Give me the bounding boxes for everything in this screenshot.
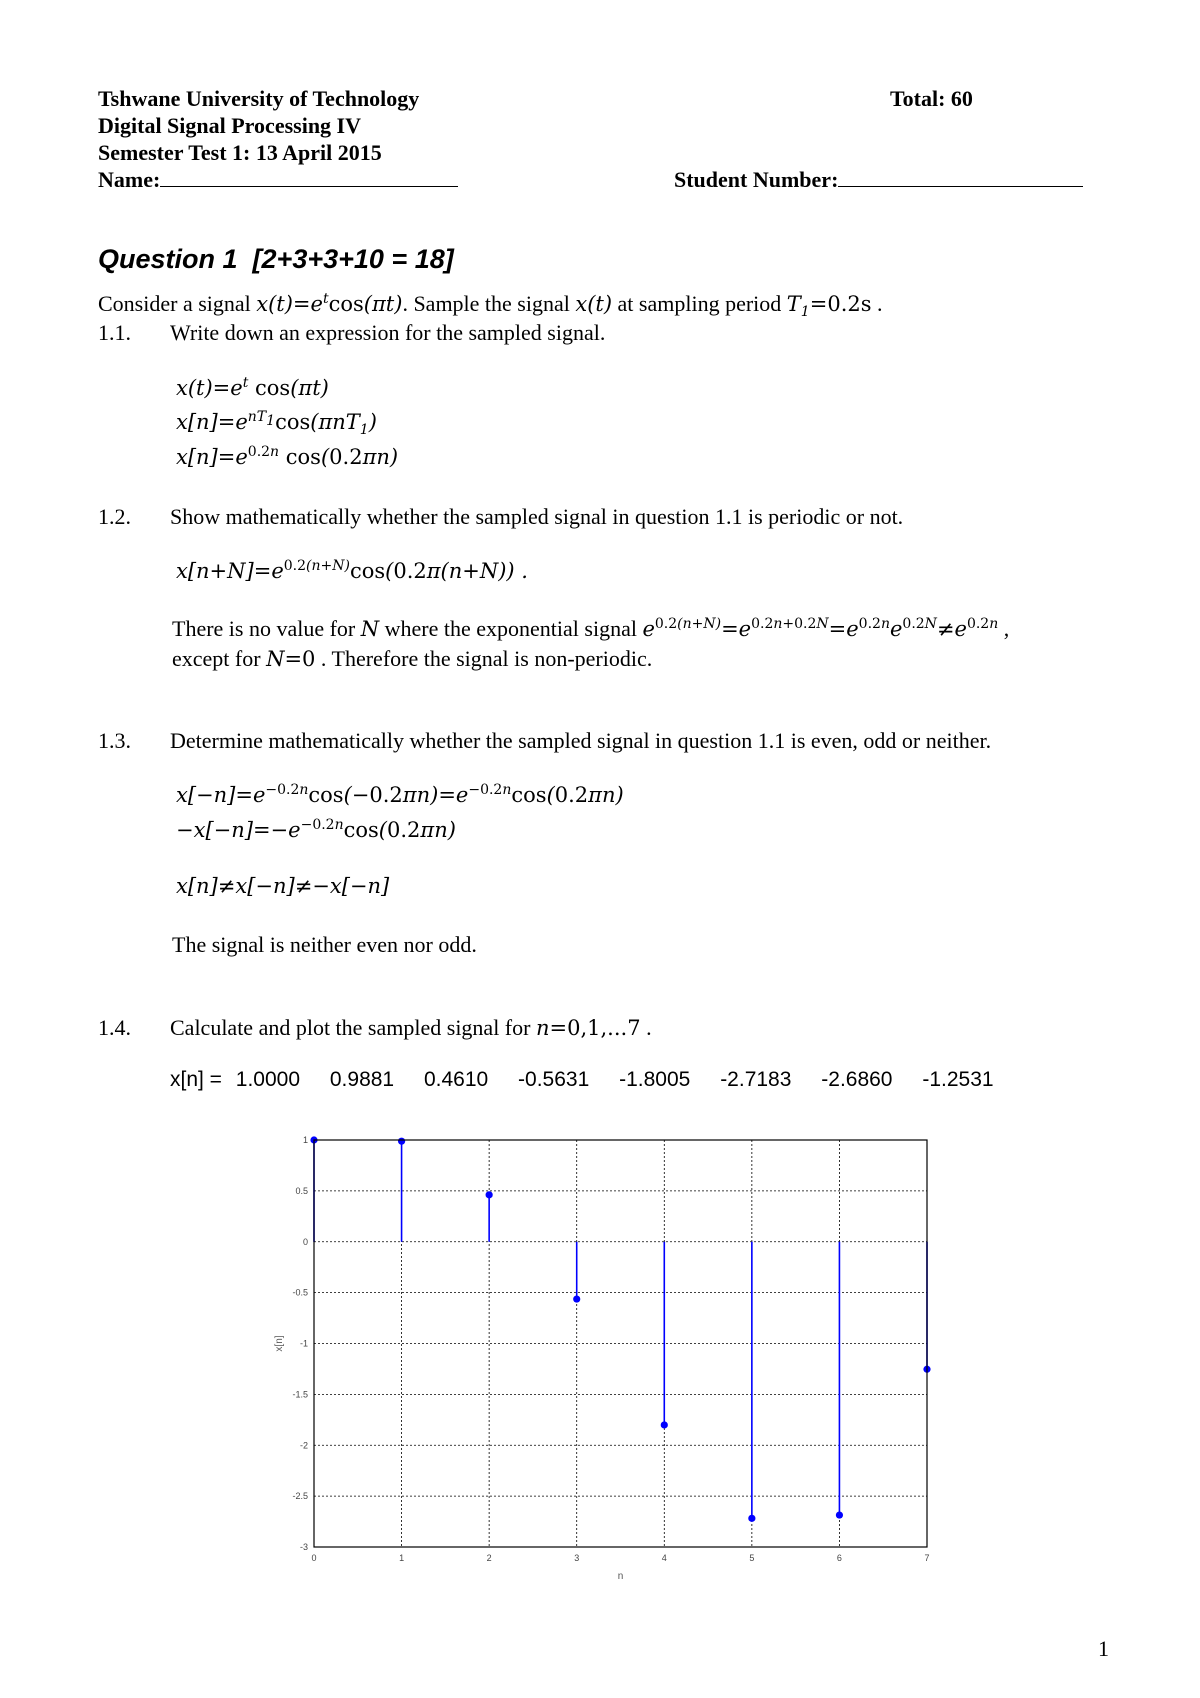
q14-value: -0.5631 — [518, 1068, 590, 1091]
q12-expl-n: N — [360, 617, 380, 641]
q11-text: Write down an expression for the sampled signal. — [170, 320, 606, 345]
q12-eq-1: $x[n+N]=e^{0.2(n+N)}\cos(0.2\pi(n+N))$ . — [176, 558, 528, 583]
intro-text-2: . Sample the signal — [402, 291, 576, 316]
q12-expl-eq: $e^{0.2(n+N)}=e^{0.2n+0.2N}=e^{0.2n}e^{0.2N}\ne e^{0.2n}$ — [642, 616, 999, 641]
name-field — [98, 167, 458, 193]
q13-text: Determine mathematically whether the sampled signal in question 1.1 is even, odd or neither. — [170, 728, 992, 753]
y-axis-label: x[n] — [274, 1335, 285, 1352]
q13-eq-2: $-x[-n]=-e^{-0.2n}\cos(0.2\pi n)$ — [176, 817, 456, 842]
y-tick-label: -1.5 — [292, 1389, 308, 1400]
x-tick-label: 2 — [486, 1553, 492, 1563]
total-marks: Total: 60 — [890, 86, 973, 111]
student-number-blank-line — [838, 168, 1083, 187]
q14-text-pre: Calculate and plot the sampled signal for — [170, 1015, 536, 1040]
stem-marker — [398, 1138, 405, 1145]
y-tick-label: -3 — [299, 1542, 308, 1552]
y-tick-label: -0.5 — [292, 1287, 308, 1298]
stem-marker — [836, 1511, 843, 1518]
q14-text — [170, 1015, 652, 1041]
q11-eq-2: $x[n]=e^{nT_1}\cos(\pi nT_1)$ — [176, 409, 377, 439]
x-tick-label: 4 — [661, 1553, 667, 1563]
q14-text-post: . — [646, 1015, 652, 1040]
stem-marker — [486, 1191, 493, 1198]
q12-text: Show mathematically whether the sampled signal in question 1.1 is periodic or not. — [170, 504, 904, 529]
intro-signal-eq: $x(t)=e^t\cos(\pi t)$ — [256, 291, 403, 316]
q13-eq-1: $x[-n]=e^{-0.2n}\cos(-0.2\pi n)=e^{-0.2n}\cos(0.2\pi n)$ — [176, 782, 624, 807]
question-intro — [98, 291, 883, 321]
q11-number: 1.1. — [98, 320, 131, 345]
student-number-label: Student Number: — [674, 167, 839, 192]
intro-text-4: . — [877, 291, 883, 316]
x-tick-label: 5 — [749, 1553, 755, 1563]
student-number-field — [674, 167, 1083, 193]
y-tick-label: -1 — [299, 1338, 308, 1349]
q14-value: 1.0000 — [235, 1068, 301, 1091]
x-tick-label: 1 — [399, 1553, 405, 1563]
q14-values-row — [170, 1068, 994, 1092]
x-tick-label: 7 — [924, 1553, 930, 1563]
intro-signal-xt: x(t) — [575, 292, 613, 316]
grid-layer — [314, 1140, 927, 1547]
q12-expl-mid: where the exponential signal — [379, 616, 643, 641]
stem-marker — [573, 1295, 580, 1302]
q12-expl2-post: . Therefore the signal is non-periodic. — [320, 646, 653, 671]
q14-range: n=0,1,...7 — [535, 1016, 641, 1040]
x-axis-label: n — [617, 1571, 624, 1580]
question-marks: [2+3+3+10 = 18] — [252, 244, 454, 274]
q14-values-label: x[n] = — [170, 1068, 222, 1091]
q12-explanation-2 — [172, 646, 652, 672]
q14-value: 0.4610 — [423, 1068, 489, 1091]
q11-eq-3: $x[n]=e^{0.2n}$ cos(0.2πn) — [176, 444, 399, 469]
q12-expl2-eq: N=0 — [266, 647, 316, 671]
x-tick-label: 6 — [836, 1553, 842, 1563]
q12-number: 1.2. — [98, 504, 131, 529]
q14-number: 1.4. — [98, 1015, 131, 1040]
intro-sampling-period: $T_1=0.2s$ — [786, 292, 872, 321]
stem-layer — [310, 1136, 930, 1522]
x-tick-label: 3 — [574, 1553, 580, 1563]
stem-marker — [748, 1515, 755, 1522]
y-tick-label: -2.5 — [292, 1491, 308, 1502]
question-label: Question 1 — [98, 244, 238, 274]
name-blank-line — [160, 168, 458, 187]
tick-layer — [292, 1135, 929, 1563]
page-number: 1 — [1098, 1636, 1109, 1661]
q13-number: 1.3. — [98, 728, 131, 753]
university-name: Tshwane University of Technology — [98, 86, 420, 111]
q12-expl2-pre: except for — [172, 646, 267, 671]
q14-value: 0.9881 — [329, 1068, 395, 1091]
stem-plot — [260, 1120, 940, 1580]
y-tick-label: 0.5 — [295, 1185, 308, 1196]
q14-value: -1.8005 — [619, 1068, 691, 1091]
y-tick-label: -2 — [299, 1440, 308, 1451]
question-title — [98, 244, 454, 275]
x-tick-label: 0 — [311, 1553, 317, 1563]
test-title: Semester Test 1: 13 April 2015 — [98, 140, 382, 165]
q11-eq-1: $x(t)=e^t$ cos(πt) — [176, 375, 329, 400]
q12-explanation-1: There is no value for N where the exponential signal $e^{0.2(n+N)}=e^{0.2n+0.2N}=e^{0.2n}e^{0.2N}\ne e^{0.2n}$ , — [172, 616, 1010, 641]
name-label: Name: — [98, 167, 161, 192]
intro-text-3: at sampling period — [612, 291, 787, 316]
stem-marker — [661, 1421, 668, 1428]
q13-conclusion: The signal is neither even nor odd. — [172, 932, 477, 957]
course-name: Digital Signal Processing IV — [98, 113, 362, 138]
q13-eq-3: x[n]≠x[−n]≠−x[−n] — [176, 874, 390, 898]
q12-expl-pre: There is no value for — [172, 616, 361, 641]
q14-value: -2.7183 — [720, 1068, 792, 1091]
y-tick-label: 0 — [302, 1236, 308, 1247]
y-tick-label: 1 — [302, 1135, 308, 1145]
q14-value: -1.2531 — [922, 1068, 994, 1091]
q14-value: -2.6860 — [821, 1068, 893, 1091]
intro-text-1: Consider a signal — [98, 291, 257, 316]
